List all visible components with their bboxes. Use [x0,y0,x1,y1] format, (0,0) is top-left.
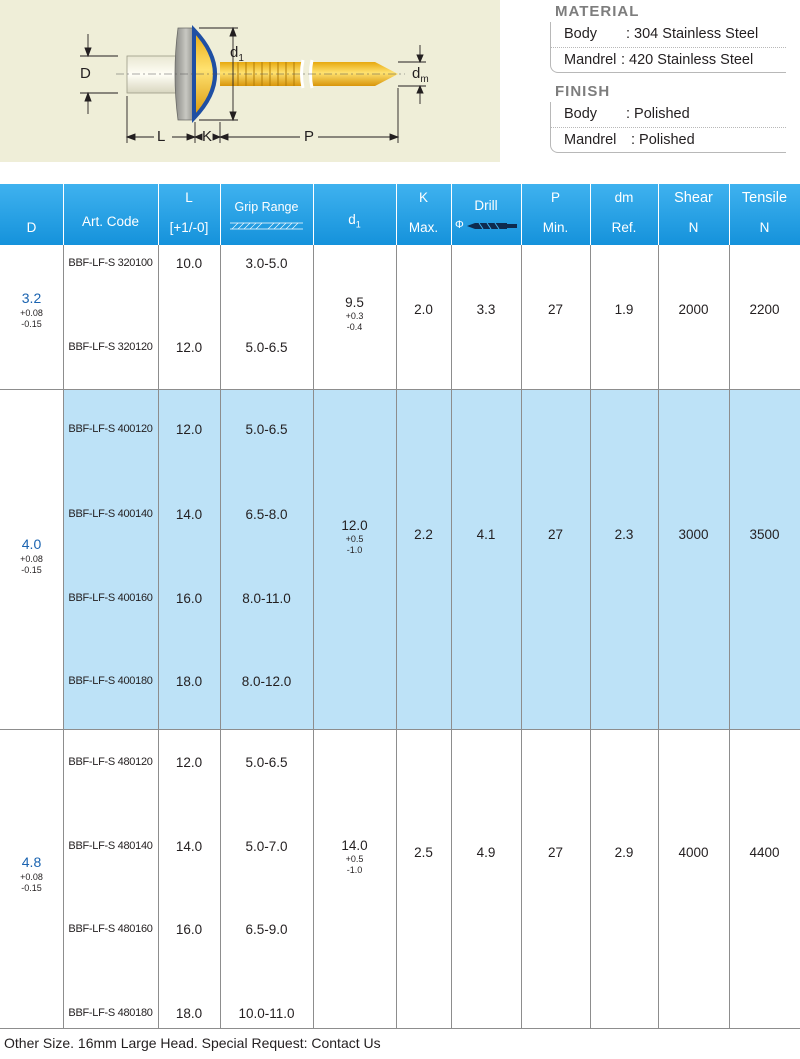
d-value: 3.2 [21,290,42,306]
grip-range: 3.0-5.0 [245,256,288,271]
header-tensile: Tensile N [741,190,788,235]
material-box [550,22,786,73]
art-code: BBF-LF-S 400140 [68,508,153,520]
dm-ref: 2.9 [614,845,634,860]
material-mandrel-value: : 420 Stainless Steel [621,52,754,68]
material-body-key: Body [564,26,598,42]
d1-tol-minus: -1.0 [346,545,363,555]
d-value: 4.0 [21,536,42,552]
d1-tol-plus: +0.5 [345,534,364,544]
drill-size: 4.1 [476,527,496,542]
art-code: BBF-LF-S 400180 [68,675,153,687]
grip-range: 8.0-12.0 [241,674,292,689]
d1-tol-plus: +0.5 [345,854,364,864]
d1-tol-minus: -1.0 [346,865,363,875]
drill-size: 3.3 [476,302,496,317]
shear-value: 4000 [678,845,709,860]
d-tol-plus: +0.08 [20,872,43,882]
grip-range: 10.0-11.0 [238,1006,295,1021]
length: 12.0 [175,755,203,770]
d1-tol-plus: +0.3 [345,311,364,321]
header-shear: Shear N [674,190,713,235]
art-code: BBF-LF-S 480180 [68,1007,153,1019]
drill-phi: Φ [455,219,464,231]
length: 14.0 [175,839,203,854]
drill-size: 4.9 [476,845,496,860]
grip-range-icon [230,221,303,231]
header-L: L [+1/-0] [169,190,209,235]
footer-note: Other Size. 16mm Large Head. Special Request: Contact Us [4,1035,381,1051]
d1-value: 12.0 [341,518,368,533]
art-code: BBF-LF-S 480140 [68,840,153,852]
finish-box [550,102,786,153]
art-code: BBF-LF-S 320120 [68,341,153,353]
finish-row-mandrel [551,127,786,152]
p-min: 27 [547,302,564,317]
length: 18.0 [175,1006,203,1021]
table-group-d40 [0,390,800,730]
length: 12.0 [175,340,203,355]
d1-value: 9.5 [345,295,364,310]
rivet-body-shank [127,56,177,93]
header-d1: $d_1$ [348,212,361,230]
d-tol-minus: -0.15 [21,565,42,575]
art-code: BBF-LF-S 480160 [68,923,153,935]
material-section [550,2,786,73]
header-drill: Drill Φ [451,184,521,245]
header-D: D [26,220,37,235]
header-K: K Max. [408,190,439,235]
material-title: MATERIAL [555,3,640,20]
dim-label-L: L [157,128,166,145]
finish-body-key: Body [564,106,598,122]
grip-range: 5.0-6.5 [245,422,288,437]
material-row-mandrel [551,47,786,72]
dim-label-dm: $d_m$ [412,65,429,85]
material-row-body [551,22,786,47]
grip-range: 5.0-6.5 [245,340,288,355]
header-dm: dm Ref. [611,190,637,235]
k-max: 2.2 [414,527,433,542]
shear-value: 2000 [678,302,709,317]
d-tol-plus: +0.08 [20,308,43,318]
table-bottom-rule [0,1028,800,1029]
k-max: 2.5 [414,845,433,860]
dm-ref: 1.9 [614,302,634,317]
art-code: BBF-LF-S 400120 [68,423,153,435]
tensile-value: 3500 [749,527,780,542]
d-tol-minus: -0.15 [21,319,42,329]
dm-ref: 2.3 [614,527,634,542]
p-min: 27 [547,845,564,860]
finish-row-body [551,102,786,127]
material-body-value: : 304 Stainless Steel [626,26,759,42]
header-art-code: Art. Code [81,214,140,229]
header-grip-range: Grip Range [220,184,313,245]
table-body [0,245,800,1028]
dim-label-d1: $d_1$ [230,44,244,64]
art-code: BBF-LF-S 320100 [68,257,153,269]
art-code: BBF-LF-S 480120 [68,756,153,768]
length: 12.0 [175,422,203,437]
length: 14.0 [175,507,203,522]
d-tol-minus: -0.15 [21,883,42,893]
finish-section [550,82,786,153]
header-P: P Min. [542,190,569,235]
finish-title: FINISH [555,83,611,100]
d-tol-plus: +0.08 [20,554,43,564]
length: 10.0 [175,256,203,271]
length: 18.0 [175,674,203,689]
material-mandrel-key: Mandrel [564,52,617,68]
finish-mandrel-value: : Polished [631,132,695,148]
tensile-value: 2200 [749,302,780,317]
dim-label-D: D [80,65,91,82]
d1-value: 14.0 [341,838,368,853]
drill-bit-icon [467,221,517,231]
art-code: BBF-LF-S 400160 [68,592,153,604]
p-min: 27 [547,527,564,542]
grip-range: 6.5-9.0 [245,922,288,937]
k-max: 2.0 [414,302,433,317]
table-group-d32 [0,245,800,390]
grip-range: 5.0-6.5 [245,755,288,770]
tensile-value: 4400 [749,845,780,860]
grip-range: 6.5-8.0 [245,507,288,522]
d1-tol-minus: -0.4 [346,322,363,332]
table-header [0,184,800,245]
d-value: 4.8 [21,854,42,870]
finish-mandrel-key: Mandrel [564,132,617,148]
finish-body-value: : Polished [626,106,690,122]
length: 16.0 [175,591,203,606]
length: 16.0 [175,922,203,937]
shear-value: 3000 [678,527,709,542]
grip-range: 5.0-7.0 [245,839,288,854]
dim-label-K: K [202,128,213,145]
table-group-d48 [0,730,800,1028]
rivet-diagram [0,0,500,162]
dim-label-P: P [304,128,315,145]
grip-range: 8.0-11.0 [242,591,291,606]
